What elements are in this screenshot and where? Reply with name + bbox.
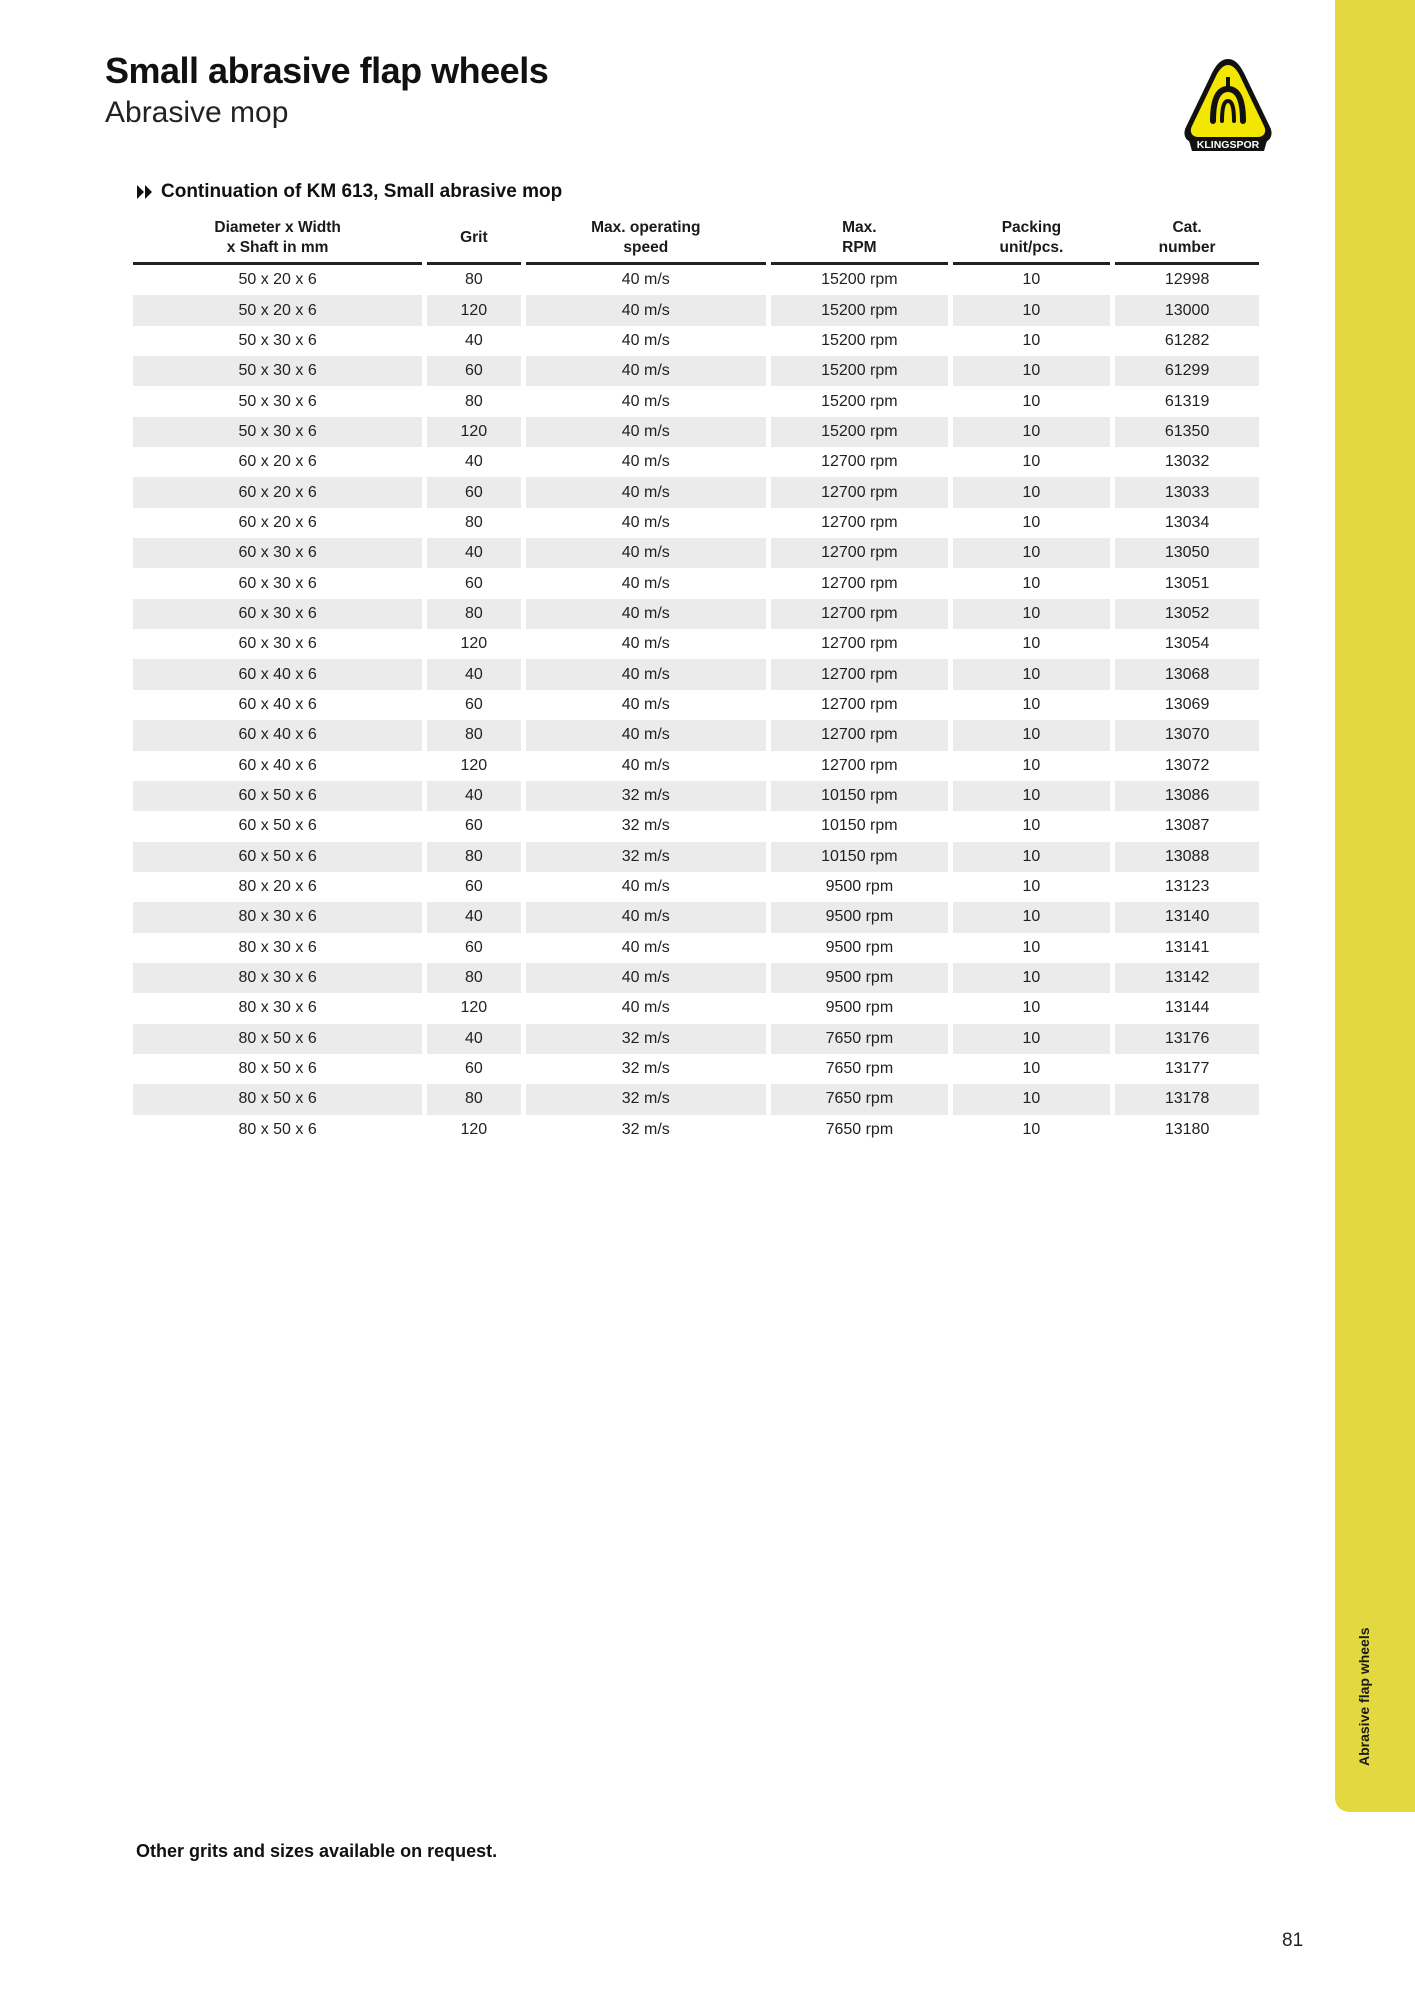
cell-grit: 60: [464, 574, 483, 592]
cell-packing: 10: [953, 417, 1111, 447]
cell-rpm: 15200 rpm: [821, 271, 898, 289]
cell-cat-number: 61350: [1115, 417, 1259, 447]
cell-speed: 40 m/s: [621, 271, 670, 289]
cell-dimensions: 60 x 40 x 6: [133, 720, 422, 750]
page-title: Small abrasive flap wheels: [105, 50, 549, 91]
cell-cat-number: 13086: [1115, 781, 1259, 811]
cell-grit: 40: [464, 453, 483, 471]
footnote: Other grits and sizes available on request.: [136, 1841, 498, 1861]
cell-grit: 40: [464, 331, 483, 349]
cell-rpm: 9500 rpm: [825, 878, 894, 896]
cell-dimensions: 50 x 30 x 6: [133, 356, 422, 386]
cell-speed: 40 m/s: [526, 599, 767, 629]
table-row: [133, 356, 1259, 386]
cell-packing: 10: [953, 295, 1111, 325]
cell-speed: 40 m/s: [621, 695, 670, 713]
cell-grit: 40: [427, 1024, 520, 1054]
column-header-dimensions: Diameter x Width x Shaft in mm: [133, 214, 422, 265]
cell-speed: 40 m/s: [621, 999, 670, 1017]
cell-cat-number: 13034: [1164, 513, 1210, 531]
cell-grit: 40: [427, 902, 520, 932]
cell-speed: 40 m/s: [621, 756, 670, 774]
cell-rpm: 12700 rpm: [771, 659, 948, 689]
cell-dimensions: 50 x 20 x 6: [133, 295, 422, 325]
cell-rpm: 12700 rpm: [771, 599, 948, 629]
table-row: [133, 811, 1259, 841]
cell-rpm: 15200 rpm: [821, 331, 898, 349]
cell-packing: 10: [953, 477, 1111, 507]
cell-packing: 10: [953, 1024, 1111, 1054]
cell-speed: 40 m/s: [526, 477, 767, 507]
table-row: [133, 508, 1259, 538]
cell-packing: 10: [1022, 1060, 1041, 1078]
table-row: [133, 842, 1259, 872]
cell-dimensions: 60 x 50 x 6: [238, 817, 317, 835]
cell-grit: 60: [427, 356, 520, 386]
cell-grit: 80: [427, 1084, 520, 1114]
cell-cat-number: 13087: [1164, 817, 1210, 835]
cell-packing: 10: [953, 720, 1111, 750]
cell-rpm: 12700 rpm: [771, 477, 948, 507]
cell-cat-number: 13180: [1164, 1120, 1210, 1138]
cell-grit: 60: [464, 695, 483, 713]
table-row: [133, 1084, 1259, 1114]
cell-cat-number: 13033: [1115, 477, 1259, 507]
cell-dimensions: 60 x 20 x 6: [238, 513, 317, 531]
cell-cat-number: 12998: [1164, 271, 1210, 289]
cell-rpm: 12700 rpm: [821, 756, 898, 774]
cell-grit: 80: [464, 271, 483, 289]
cell-dimensions: 60 x 50 x 6: [133, 781, 422, 811]
cell-grit: 120: [460, 756, 488, 774]
table-row: [133, 720, 1259, 750]
cell-grit: 80: [464, 392, 483, 410]
cell-rpm: 7650 rpm: [825, 1120, 894, 1138]
cell-grit: 40: [427, 781, 520, 811]
cell-cat-number: 13140: [1115, 902, 1259, 932]
cell-cat-number: 13176: [1115, 1024, 1259, 1054]
cell-rpm: 12700 rpm: [821, 574, 898, 592]
cell-cat-number: 13144: [1164, 999, 1210, 1017]
side-tab: [1335, 0, 1415, 1812]
cell-dimensions: 80 x 30 x 6: [238, 999, 317, 1017]
cell-dimensions: 60 x 30 x 6: [238, 635, 317, 653]
cell-speed: 40 m/s: [621, 331, 670, 349]
cell-speed: 40 m/s: [526, 295, 767, 325]
cell-packing: 10: [1022, 878, 1041, 896]
klingspor-logo: [1180, 55, 1276, 155]
table-row: [133, 538, 1259, 568]
cell-speed: 40 m/s: [621, 513, 670, 531]
table-row: [133, 690, 1259, 720]
logo-wordmark: KLINGSPOR: [1196, 139, 1260, 151]
cell-cat-number: 13069: [1164, 695, 1210, 713]
cell-speed: 32 m/s: [621, 817, 670, 835]
cell-dimensions: 50 x 30 x 6: [238, 392, 317, 410]
cell-grit: 60: [464, 878, 483, 896]
cell-dimensions: 60 x 40 x 6: [238, 695, 317, 713]
section-heading: [135, 181, 562, 203]
table-row: [133, 568, 1259, 598]
table-row: [133, 386, 1259, 416]
section-heading-text: Continuation of KM 613, Small abrasive mop: [161, 181, 563, 202]
cell-grit: 120: [427, 295, 520, 325]
cell-rpm: 9500 rpm: [771, 902, 948, 932]
cell-rpm: 9500 rpm: [771, 963, 948, 993]
table-row: [133, 872, 1259, 902]
page-subtitle: Abrasive mop: [105, 96, 289, 129]
cell-rpm: 10150 rpm: [771, 781, 948, 811]
cell-rpm: 12700 rpm: [821, 453, 898, 471]
cell-dimensions: 60 x 40 x 6: [238, 756, 317, 774]
cell-cat-number: 13000: [1115, 295, 1259, 325]
column-header-cat-number: Cat. number: [1115, 214, 1259, 265]
cell-speed: 40 m/s: [526, 356, 767, 386]
column-header-grit: Grit: [427, 214, 520, 265]
cell-packing: 10: [1022, 453, 1041, 471]
column-header-packing: Packing unit/pcs.: [953, 214, 1111, 265]
cell-speed: 32 m/s: [526, 1084, 767, 1114]
cell-packing: 10: [953, 781, 1111, 811]
cell-dimensions: 50 x 30 x 6: [133, 417, 422, 447]
cell-speed: 32 m/s: [526, 1024, 767, 1054]
table-row: [133, 417, 1259, 447]
cell-speed: 40 m/s: [621, 938, 670, 956]
cell-cat-number: 13141: [1164, 938, 1210, 956]
table-row: [133, 963, 1259, 993]
table-row: [133, 326, 1259, 356]
cell-rpm: 12700 rpm: [821, 635, 898, 653]
cell-speed: 40 m/s: [526, 659, 767, 689]
cell-packing: 10: [953, 1084, 1111, 1114]
cell-dimensions: 80 x 50 x 6: [133, 1024, 422, 1054]
cell-dimensions: 80 x 30 x 6: [133, 963, 422, 993]
cell-cat-number: 13178: [1115, 1084, 1259, 1114]
cell-speed: 32 m/s: [621, 1060, 670, 1078]
table-row: [133, 265, 1259, 295]
cell-speed: 40 m/s: [526, 963, 767, 993]
cell-dimensions: 60 x 50 x 6: [133, 842, 422, 872]
table-row: [133, 599, 1259, 629]
cell-packing: 10: [1022, 1120, 1041, 1138]
cell-packing: 10: [1022, 999, 1041, 1017]
cell-rpm: 15200 rpm: [771, 417, 948, 447]
double-arrow-icon: [137, 185, 153, 199]
cell-cat-number: 13052: [1115, 599, 1259, 629]
side-tab-label: Abrasive flap wheels: [1356, 1627, 1372, 1766]
cell-speed: 32 m/s: [526, 781, 767, 811]
cell-speed: 40 m/s: [526, 417, 767, 447]
cell-rpm: 12700 rpm: [821, 695, 898, 713]
cell-grit: 120: [460, 999, 488, 1017]
table-row: [133, 629, 1259, 659]
cell-dimensions: 80 x 30 x 6: [133, 902, 422, 932]
cell-dimensions: 60 x 20 x 6: [238, 453, 317, 471]
cell-speed: 40 m/s: [526, 902, 767, 932]
cell-grit: 40: [427, 538, 520, 568]
cell-dimensions: 80 x 20 x 6: [238, 878, 317, 896]
cell-cat-number: 13072: [1164, 756, 1210, 774]
table-header-row: [133, 214, 1259, 265]
cell-grit: 60: [464, 938, 483, 956]
cell-rpm: 7650 rpm: [771, 1084, 948, 1114]
table-row: [133, 1054, 1259, 1084]
cell-packing: 10: [1022, 271, 1041, 289]
cell-rpm: 12700 rpm: [771, 538, 948, 568]
cell-packing: 10: [1022, 817, 1041, 835]
cell-dimensions: 60 x 30 x 6: [238, 574, 317, 592]
table-row: [133, 1115, 1259, 1145]
cell-rpm: 15200 rpm: [771, 356, 948, 386]
table-row: [133, 993, 1259, 1023]
cell-cat-number: 13051: [1164, 574, 1210, 592]
cell-speed: 40 m/s: [621, 453, 670, 471]
cell-cat-number: 13068: [1115, 659, 1259, 689]
product-table: [128, 214, 1264, 1145]
cell-dimensions: 80 x 50 x 6: [238, 1120, 317, 1138]
table-row: [133, 933, 1259, 963]
cell-speed: 40 m/s: [621, 574, 670, 592]
table-row: [133, 902, 1259, 932]
cell-cat-number: 13054: [1164, 635, 1210, 653]
cell-dimensions: 50 x 20 x 6: [238, 271, 317, 289]
table-row: [133, 751, 1259, 781]
cell-grit: 120: [427, 417, 520, 447]
cell-dimensions: 80 x 50 x 6: [133, 1084, 422, 1114]
cell-rpm: 10150 rpm: [821, 817, 898, 835]
cell-grit: 80: [427, 599, 520, 629]
cell-grit: 80: [427, 720, 520, 750]
cell-rpm: 12700 rpm: [821, 513, 898, 531]
cell-dimensions: 60 x 30 x 6: [133, 599, 422, 629]
cell-rpm: 15200 rpm: [771, 295, 948, 325]
cell-cat-number: 61299: [1115, 356, 1259, 386]
cell-dimensions: 60 x 40 x 6: [133, 659, 422, 689]
cell-speed: 32 m/s: [526, 842, 767, 872]
cell-speed: 40 m/s: [526, 538, 767, 568]
column-header-speed: Max. operating speed: [526, 214, 767, 265]
cell-speed: 40 m/s: [621, 635, 670, 653]
cell-packing: 10: [953, 842, 1111, 872]
cell-packing: 10: [953, 356, 1111, 386]
cell-packing: 10: [1022, 513, 1041, 531]
cell-packing: 10: [953, 963, 1111, 993]
table-body: [133, 265, 1259, 1145]
cell-cat-number: 13088: [1115, 842, 1259, 872]
cell-rpm: 7650 rpm: [825, 1060, 894, 1078]
table-row: [133, 781, 1259, 811]
cell-packing: 10: [1022, 938, 1041, 956]
cell-packing: 10: [953, 902, 1111, 932]
table-row: [133, 477, 1259, 507]
cell-packing: 10: [1022, 331, 1041, 349]
cell-dimensions: 60 x 30 x 6: [133, 538, 422, 568]
cell-packing: 10: [1022, 635, 1041, 653]
cell-speed: 40 m/s: [526, 720, 767, 750]
cell-rpm: 9500 rpm: [825, 938, 894, 956]
cell-packing: 10: [953, 538, 1111, 568]
cell-grit: 120: [460, 635, 488, 653]
cell-rpm: 15200 rpm: [821, 392, 898, 410]
cell-rpm: 9500 rpm: [825, 999, 894, 1017]
cell-packing: 10: [1022, 756, 1041, 774]
table-row: [133, 659, 1259, 689]
cell-cat-number: 13142: [1115, 963, 1259, 993]
cell-cat-number: 61282: [1164, 331, 1210, 349]
cell-cat-number: 13123: [1164, 878, 1210, 896]
cell-cat-number: 13032: [1164, 453, 1210, 471]
table-row: [133, 1024, 1259, 1054]
cell-grit: 80: [427, 842, 520, 872]
cell-grit: 80: [427, 963, 520, 993]
cell-speed: 32 m/s: [621, 1120, 670, 1138]
cell-grit: 60: [427, 477, 520, 507]
cell-cat-number: 13177: [1164, 1060, 1210, 1078]
table-row: [133, 447, 1259, 477]
cell-dimensions: 80 x 50 x 6: [238, 1060, 317, 1078]
page-number: 81: [1282, 1930, 1304, 1951]
cell-cat-number: 13070: [1115, 720, 1259, 750]
cell-packing: 10: [953, 599, 1111, 629]
cell-dimensions: 50 x 30 x 6: [238, 331, 317, 349]
cell-rpm: 12700 rpm: [771, 720, 948, 750]
cell-rpm: 10150 rpm: [771, 842, 948, 872]
cell-grit: 60: [464, 1060, 483, 1078]
cell-cat-number: 13050: [1115, 538, 1259, 568]
cell-dimensions: 60 x 20 x 6: [133, 477, 422, 507]
cell-grit: 80: [464, 513, 483, 531]
table-row: [133, 295, 1259, 325]
cell-grit: 120: [460, 1120, 488, 1138]
cell-rpm: 7650 rpm: [771, 1024, 948, 1054]
cell-grit: 40: [427, 659, 520, 689]
cell-packing: 10: [1022, 695, 1041, 713]
cell-cat-number: 61319: [1164, 392, 1210, 410]
cell-grit: 60: [464, 817, 483, 835]
cell-packing: 10: [1022, 392, 1041, 410]
cell-dimensions: 80 x 30 x 6: [238, 938, 317, 956]
cell-speed: 40 m/s: [621, 392, 670, 410]
cell-packing: 10: [953, 659, 1111, 689]
cell-packing: 10: [1022, 574, 1041, 592]
column-header-rpm: Max. RPM: [771, 214, 948, 265]
cell-speed: 40 m/s: [621, 878, 670, 896]
